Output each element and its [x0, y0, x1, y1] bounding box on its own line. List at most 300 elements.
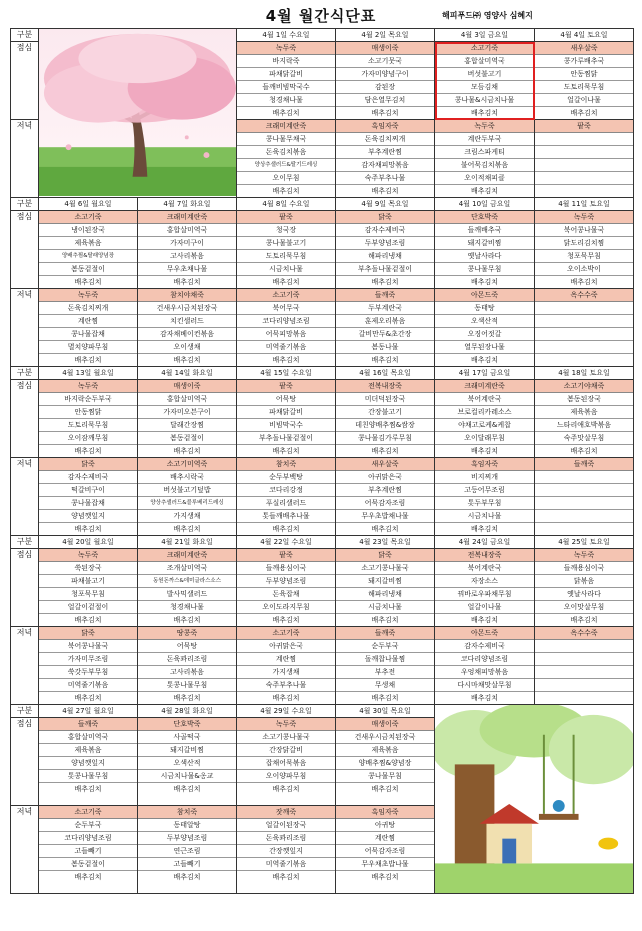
menu-item: 청국장 [237, 224, 335, 237]
menu-item: 어묵피망볶음 [237, 328, 335, 341]
menu-item: 코다리양념조림 [237, 315, 335, 328]
menu-item: 들깨용심이국 [535, 562, 633, 575]
menu-item: 부추계란찜 [336, 484, 434, 497]
porridge-item: 녹두죽 [237, 718, 335, 731]
menu-item: 톳콩나물무침 [39, 770, 137, 783]
day-header: 4월 14일 화요일 [138, 367, 237, 380]
day-header: 4월 17일 금요일 [435, 367, 535, 380]
menu-item: 톳들깨배추나물 [237, 510, 335, 523]
menu-item: 건새우시금치된장국 [336, 731, 434, 744]
menu-item: 감자수제비국 [435, 640, 534, 653]
porridge-item: 들깨죽 [535, 458, 633, 471]
gubun-label: 구분 [11, 367, 39, 380]
menu-cell [138, 806, 237, 894]
menu-item: 돼지갈비찜 [138, 744, 236, 757]
porridge-item: 옥수수죽 [535, 289, 633, 302]
menu-item: 배추김치 [173, 525, 201, 533]
gubun-label: 구분 [11, 536, 39, 549]
menu-item: 양배추찜&탈래양념장 [39, 250, 137, 263]
menu-cell [435, 458, 535, 536]
day-header: 4월 24일 금요일 [435, 536, 535, 549]
porridge-item: 옥수수죽 [535, 627, 633, 640]
menu-item: 무우채초밥나물 [336, 858, 434, 871]
menu-item: 감자수제비국 [336, 224, 434, 237]
menu-item: 배추김치 [470, 447, 499, 455]
day-header: 4월 11일 토요일 [535, 198, 634, 211]
menu-cell [336, 42, 435, 120]
menu-item: 배추김치 [173, 785, 201, 793]
menu-item: 돈육꽈리조림 [237, 832, 335, 845]
menu-item: 치킨샐러드 [138, 315, 236, 328]
menu-cell [138, 211, 237, 289]
menu-cell [336, 718, 435, 806]
menu-item: 가자미무조림 [39, 653, 137, 666]
menu-item: 배추김치 [470, 694, 499, 702]
menu-cell [138, 289, 237, 367]
menu-item: 배추김치 [371, 694, 399, 702]
menu-cell [237, 549, 336, 627]
menu-cell [237, 289, 336, 367]
menu-item: 꿔바로우파채무침 [435, 588, 534, 601]
porridge-item: 녹두죽 [535, 549, 633, 562]
menu-item: 북어콩나물국 [39, 640, 137, 653]
menu-item: 시금치나물&옹교 [138, 770, 236, 783]
menu-item: 배추김치 [272, 785, 300, 793]
menu-item: 파채닭갈비 [237, 68, 335, 81]
menu-item: 콩나물잡채 [39, 328, 137, 341]
day-header: 4월 20일 월요일 [39, 536, 138, 549]
menu-item: 얼갈이겉절이 [39, 601, 137, 614]
day-header: 4월 23일 목요일 [336, 536, 435, 549]
menu-item: 멸치양파무침 [39, 341, 137, 354]
day-header: 4월 22일 수요일 [237, 536, 336, 549]
day-header: 4월 2일 목요일 [336, 29, 435, 42]
week-header-row [11, 367, 634, 380]
menu-item: 돈육김치찌개 [336, 133, 434, 146]
menu-item: 계란찜 [39, 315, 137, 328]
menu-item: 배추김치 [470, 278, 499, 286]
menu-cell [336, 120, 435, 198]
menu-item: 아귀맑은국 [237, 640, 335, 653]
menu-item: 오이도라지무침 [237, 601, 335, 614]
menu-item: 숙주맛살무침 [535, 432, 633, 445]
menu-item: 소고기뭇국 [336, 55, 434, 68]
menu-cell [535, 549, 634, 627]
menu-item: 두부계란국 [336, 302, 434, 315]
lunch-label: 점심 [11, 42, 39, 120]
menu-item [535, 666, 633, 679]
menu-item: 돌깨찹나물찜 [336, 653, 434, 666]
cherry-blossom-image-cell [39, 29, 237, 198]
menu-cell [237, 718, 336, 806]
menu-item: 무우초밥채나물 [336, 510, 434, 523]
menu-item: 동태알탕 [138, 819, 236, 832]
lunch-label: 점심 [11, 380, 39, 458]
menu-item [535, 679, 633, 692]
menu-item: 배추김치 [371, 525, 399, 533]
menu-item: 어묵탕 [237, 393, 335, 406]
page-title: 4월 월간식단표 [265, 7, 377, 25]
week-header-row [11, 29, 634, 42]
menu-item: 배추김치 [74, 873, 102, 882]
porridge-item: 소고기죽 [39, 806, 137, 819]
dinner-row [11, 458, 634, 536]
menu-item: 떡갈비구이 [39, 484, 137, 497]
menu-item: 해파리냉채 [336, 250, 434, 263]
menu-item [535, 185, 633, 197]
menu-item: 배추김치 [371, 187, 399, 195]
menu-cell [39, 718, 138, 806]
day-header: 4월 27일 월요일 [39, 705, 138, 718]
menu-item: 배추김치 [173, 616, 201, 624]
porridge-item: 녹두죽 [39, 289, 137, 302]
menu-item: 홍합살미역국 [39, 731, 137, 744]
menu-item: 고사리볶음 [138, 250, 236, 263]
menu-item: 미역줄기볶음 [237, 341, 335, 354]
menu-item: 배추김치 [470, 109, 499, 117]
menu-item: 어묵감자조림 [336, 497, 434, 510]
menu-item: 감자수제비국 [39, 471, 137, 484]
menu-item: 배추김치 [272, 873, 300, 882]
menu-item: 콩나물무침 [336, 770, 434, 783]
menu-item: 콩가루배추국 [535, 55, 633, 68]
menu-item: 소고기콩나물국 [237, 731, 335, 744]
porridge-item: 들깨죽 [39, 718, 137, 731]
menu-item: 파채닭갈비 [237, 406, 335, 419]
menu-item: 배추김치 [74, 785, 102, 793]
menu-item: 오이잠깨무침 [39, 432, 137, 445]
menu-item: 양념깻잎지 [39, 510, 137, 523]
menu-cell [39, 627, 138, 705]
menu-cell [435, 120, 535, 198]
porridge-item: 닭죽 [336, 211, 434, 224]
lunch-label: 점심 [11, 718, 39, 806]
menu-item: 배추김치 [371, 873, 399, 882]
porridge-item: 닭죽 [39, 627, 137, 640]
menu-item: 배추김치 [470, 525, 499, 533]
porridge-item: 땅콩죽 [138, 627, 236, 640]
menu-item: 숙주부추나물 [237, 679, 335, 692]
menu-item: 닭볶음 [535, 575, 633, 588]
menu-item: 느타리애호박볶음 [535, 419, 633, 432]
menu-item: 발사믹샐러드 [138, 588, 236, 601]
menu-item: 북어무국 [237, 302, 335, 315]
menu-item: 배추김치 [272, 616, 300, 624]
menu-item: 도토리묵무침 [237, 250, 335, 263]
menu-item: 봄동겉절이 [138, 432, 236, 445]
porridge-item: 소고기죽 [435, 42, 534, 55]
menu-item: 배추김치 [570, 616, 598, 624]
dinner-row [11, 289, 634, 367]
dinner-label: 저녁 [11, 458, 39, 536]
porridge-item: 녹두죽 [535, 211, 633, 224]
menu-item: 소고기콩나물국 [336, 562, 434, 575]
porridge-item: 새우살죽 [535, 42, 633, 55]
menu-item: 코다리양념조림 [39, 832, 137, 845]
day-header: 4월 10일 금요일 [435, 198, 535, 211]
menu-item: 콩나물잡채 [39, 497, 137, 510]
day-header: 4월 13일 월요일 [39, 367, 138, 380]
menu-item: 부추계란찜 [336, 146, 434, 159]
menu-item: 무우초채나물 [138, 263, 236, 276]
menu-item: 미역줄기볶음 [237, 858, 335, 871]
menu-item: 양상추샐러드&블루베리드레싱 [138, 497, 236, 510]
porridge-item: 닭죽 [336, 549, 434, 562]
menu-item: 배추김치 [470, 187, 499, 195]
day-header: 4월 25일 토요일 [535, 536, 634, 549]
menu-cell [535, 120, 634, 198]
menu-item: 배추김치 [173, 873, 201, 882]
menu-cell [336, 627, 435, 705]
porridge-item: 잣깨죽 [237, 806, 335, 819]
menu-item [535, 133, 633, 146]
menu-item: 배추김치 [570, 447, 598, 455]
menu-cell [336, 380, 435, 458]
menu-item: 청포묵무침 [535, 250, 633, 263]
menu-item: 사골떡국 [138, 731, 236, 744]
treehouse-image-cell [435, 705, 634, 894]
menu-item: 배추김치 [74, 694, 102, 702]
menu-item: 감자채베이컨볶음 [138, 328, 236, 341]
menu-item: 옛날사라다 [535, 588, 633, 601]
menu-cell [138, 718, 237, 806]
menu-item: 데친양배추찜&쌈장 [336, 419, 434, 432]
menu-cell [535, 289, 634, 367]
menu-item: 홍합살미역국 [138, 393, 236, 406]
menu-item: 콩나물무채국 [237, 133, 335, 146]
menu-cell [39, 289, 138, 367]
menu-item: 버섯불고기 [435, 68, 534, 81]
porridge-item: 단호박죽 [138, 718, 236, 731]
menu-item: 오이소박이 [535, 263, 633, 276]
menu-item: 시금치나물 [237, 263, 335, 276]
porridge-item: 크래미계란죽 [237, 120, 335, 133]
gubun-label: 구분 [11, 29, 39, 42]
menu-item: 닭도리김치찜 [535, 237, 633, 250]
dinner-label: 저녁 [11, 806, 39, 894]
menu-cell [336, 289, 435, 367]
porridge-item: 녹두죽 [237, 42, 335, 55]
menu-item [535, 328, 633, 341]
menu-item: 배추김치 [272, 278, 300, 286]
menu-item: 배추김치 [371, 447, 399, 455]
porridge-item: 흑임자죽 [336, 806, 434, 819]
menu-item: 배추김치 [570, 278, 598, 286]
menu-item: 얼갈이된장국 [237, 819, 335, 832]
menu-item: 계란찜 [336, 832, 434, 845]
menu-cell [535, 380, 634, 458]
menu-item: 청경채나물 [237, 94, 335, 107]
menu-item: 배추김치 [173, 694, 201, 702]
menu-item: 북어계란국 [435, 562, 534, 575]
menu-cell [237, 42, 336, 120]
lunch-row [11, 549, 634, 627]
menu-item: 코다리강정 [237, 484, 335, 497]
porridge-item: 녹두죽 [39, 549, 137, 562]
menu-item: 야채고로케&케찹 [435, 419, 534, 432]
menu-item: 연근조림 [138, 845, 236, 858]
menu-item: 조개살미역국 [138, 562, 236, 575]
menu-item: 푸실리샐러드 [237, 497, 335, 510]
menu-item: 불어묵김치볶음 [435, 159, 534, 172]
menu-item: 돼지갈비찜 [336, 575, 434, 588]
week-header-row [11, 705, 634, 718]
menu-cell [535, 627, 634, 705]
menu-item: 가자미구이 [138, 237, 236, 250]
day-header: 4월 6일 월요일 [39, 198, 138, 211]
dinner-label: 저녁 [11, 289, 39, 367]
menu-item: 쑥갓두부무침 [39, 666, 137, 679]
menu-item: 돼지갈비찜 [435, 237, 534, 250]
porridge-item: 매생이죽 [138, 380, 236, 393]
menu-item: 톳두부무침 [435, 497, 534, 510]
menu-item: 오징어젓갈 [435, 328, 534, 341]
menu-item [535, 497, 633, 510]
porridge-item: 새우살죽 [336, 458, 434, 471]
dinner-label: 저녁 [11, 627, 39, 705]
menu-item: 얼갈이나물 [535, 94, 633, 107]
menu-item: 가지생채 [237, 666, 335, 679]
menu-item: 홍합살미역국 [138, 224, 236, 237]
menu-item [535, 146, 633, 159]
menu-item: 배추김치 [272, 109, 300, 117]
porridge-item: 들깨죽 [336, 289, 434, 302]
menu-item: 양념깻잎지 [39, 757, 137, 770]
menu-item: 배추김치 [74, 525, 102, 533]
menu-item: 제육볶음 [535, 406, 633, 419]
menu-item: 바지락순두부국 [39, 393, 137, 406]
menu-item: 버섯불고기덮밥 [138, 484, 236, 497]
day-header: 4월 1일 수요일 [237, 29, 336, 42]
menu-item: 간장불고기 [336, 406, 434, 419]
menu-cell [39, 458, 138, 536]
menu-item: 배추김치 [570, 109, 598, 117]
menu-item: 시금치나물 [435, 510, 534, 523]
menu-item: 가자미오븐구이 [138, 406, 236, 419]
day-header: 4월 7일 화요일 [138, 198, 237, 211]
menu-item: 봄동된장국 [535, 393, 633, 406]
menu-item: 톳콩나물무침 [138, 679, 236, 692]
menu-item: 들깨배추국 [435, 224, 534, 237]
menu-cell [336, 211, 435, 289]
menu-cell [435, 211, 535, 289]
menu-cell [535, 458, 634, 536]
menu-item: 부추전 [336, 666, 434, 679]
porridge-item: 참치죽 [138, 806, 236, 819]
menu-item: 도토리묵무침 [535, 81, 633, 94]
menu-item: 배추김치 [74, 616, 102, 624]
menu-item: 두부양념조림 [237, 575, 335, 588]
dinner-label: 저녁 [11, 120, 39, 198]
menu-item [535, 640, 633, 653]
menu-item: 배추김치 [74, 356, 102, 364]
menu-item: 동원돈까스&데미글라스소스 [138, 575, 236, 588]
porridge-item: 소고기미역죽 [138, 458, 236, 471]
menu-item: 배추김치 [272, 447, 300, 455]
menu-item: 건새우시금치된장국 [138, 302, 236, 315]
menu-item: 달래간장찜 [138, 419, 236, 432]
menu-item: 미더덕된장국 [336, 393, 434, 406]
porridge-item: 크래미계란죽 [435, 380, 534, 393]
menu-cell [435, 549, 535, 627]
menu-item: 부추돌나물겉절이 [336, 263, 434, 276]
menu-cell [138, 380, 237, 458]
dietitian-credit: 해피푸드㈜ 영양사 심혜지 [442, 11, 533, 20]
menu-item: 북어콩나물국 [535, 224, 633, 237]
menu-item: 비지찌개 [435, 471, 534, 484]
menu-cell [535, 211, 634, 289]
menu-item: 다시마채맛살무침 [435, 679, 534, 692]
menu-item [535, 341, 633, 354]
menu-cell [435, 627, 535, 705]
menu-item: 배추김치 [173, 278, 201, 286]
menu-item: 자장소스 [435, 575, 534, 588]
day-header: 4월 3일 금요일 [435, 29, 535, 42]
menu-item: 배추김치 [371, 616, 399, 624]
menu-item: 안동찜닭 [39, 406, 137, 419]
menu-item: 비빔막국수 [237, 419, 335, 432]
menu-item: 계란찜 [237, 653, 335, 666]
menu-item: 봄동겉절이 [39, 858, 137, 871]
menu-item [535, 471, 633, 484]
porridge-item: 팥죽 [237, 549, 335, 562]
menu-item: 아귀맑은국 [336, 471, 434, 484]
day-header: 4월 16일 목요일 [336, 367, 435, 380]
menu-cell [138, 627, 237, 705]
porridge-item: 팥죽 [237, 211, 335, 224]
porridge-item: 소고기야채죽 [535, 380, 633, 393]
day-header: 4월 21일 화요일 [138, 536, 237, 549]
porridge-item: 아몬드죽 [435, 627, 534, 640]
week-header-row [11, 536, 634, 549]
menu-item: 순두부국 [336, 640, 434, 653]
porridge-item: 참치죽 [237, 458, 335, 471]
menu-item [535, 484, 633, 497]
menu-item: 청경채나물 [138, 601, 236, 614]
menu-item: 미역줄기볶음 [39, 679, 137, 692]
menu-item: 코다리양념조림 [435, 653, 534, 666]
menu-item: 잡채어묵볶음 [237, 757, 335, 770]
menu-item: 고사리볶음 [138, 666, 236, 679]
menu-item: 오이적채피클 [435, 172, 534, 185]
menu-cell [336, 458, 435, 536]
menu-cell [237, 380, 336, 458]
menu-item: 냉이된장국 [39, 224, 137, 237]
menu-item: 오이양파무침 [237, 770, 335, 783]
menu-item: 두부양념조림 [138, 832, 236, 845]
porridge-item: 크래미계란죽 [138, 211, 236, 224]
menu-cell [237, 458, 336, 536]
menu-item: 감자채피망볶음 [336, 159, 434, 172]
menu-item: 배추김치 [272, 694, 300, 702]
menu-cell [435, 289, 535, 367]
menu-cell [435, 380, 535, 458]
menu-cell [138, 458, 237, 536]
porridge-item: 녹두죽 [435, 120, 534, 133]
menu-item: 부추돌나물겉절이 [237, 432, 335, 445]
porridge-item: 팥죽 [237, 380, 335, 393]
menu-item: 봄동겉절이 [39, 263, 137, 276]
menu-item: 훈제오리볶음 [336, 315, 434, 328]
menu-item: 양배추찜&양념장 [336, 757, 434, 770]
porridge-item: 소고기죽 [39, 211, 137, 224]
menu-item: 북어계란국 [435, 393, 534, 406]
menu-item [535, 523, 633, 535]
menu-cell [336, 806, 435, 894]
menu-item: 오이달래무침 [435, 432, 534, 445]
menu-item: 바지락죽 [237, 55, 335, 68]
menu-item: 제육볶음 [39, 237, 137, 250]
